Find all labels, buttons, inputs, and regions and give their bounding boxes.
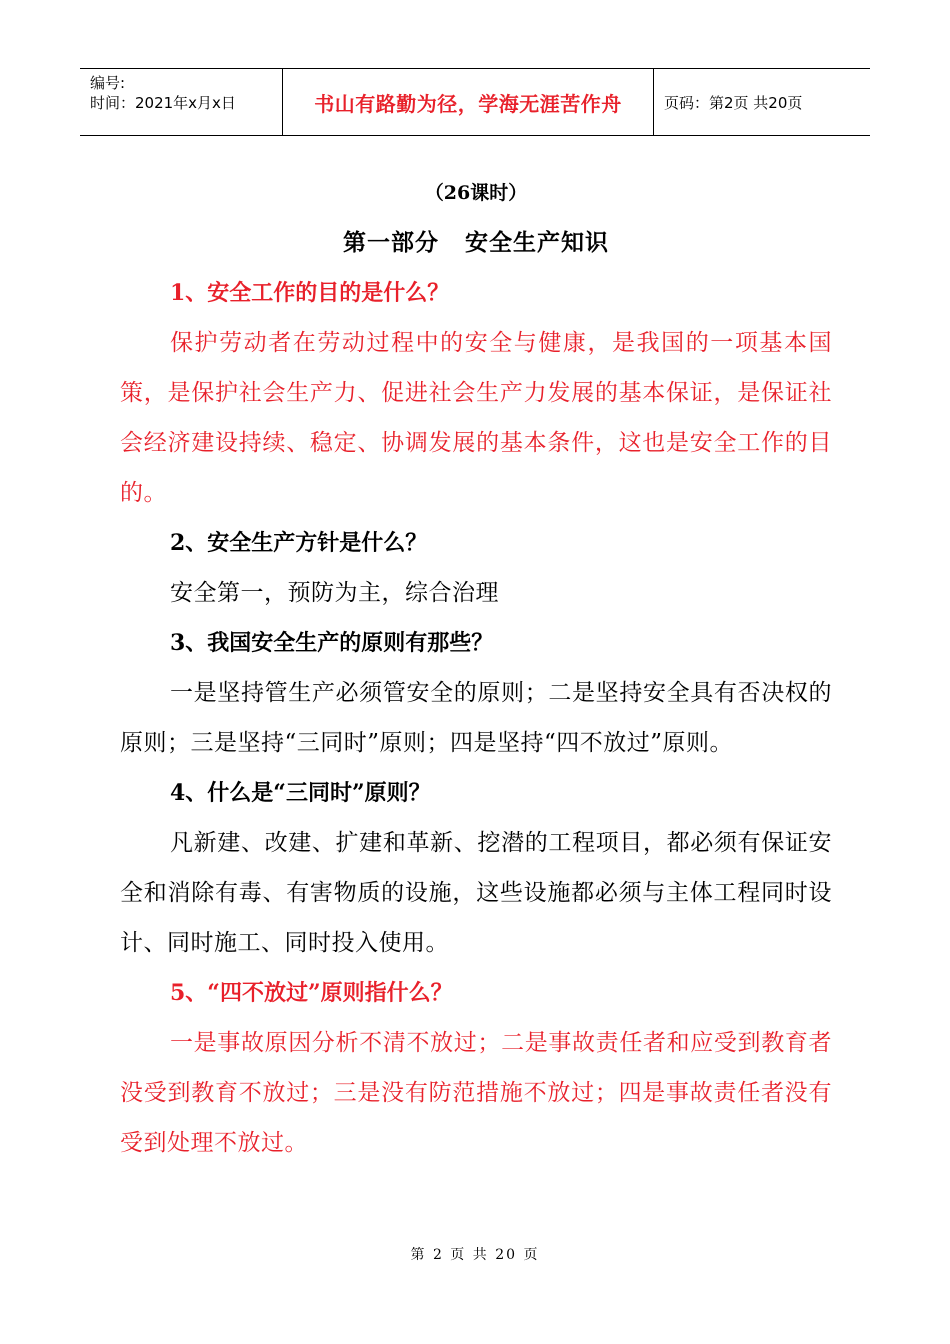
header-time-label: 时间：2021年x月x日: [90, 94, 236, 112]
answer-2: 安全第一，预防为主，综合治理: [170, 580, 499, 606]
page-footer: 第 2 页 共 20 页: [410, 1247, 540, 1263]
answer-1: 保护劳动者在劳动过程中的安全与健康，是我国的一项基本国策，是保护社会生产力、促进社会生产力发展的基本保证，是保证社会经济建设持续、稳定、协调发展的基本条件，这也是安全工作的目的。: [120, 330, 832, 506]
header-meta: [80, 69, 282, 135]
answer-5: 一是事故原因分析不清不放过；二是事故责任者和应受到教育者没受到教育不放过；三是没有防范措施不放过；四是事故责任者没有受到处理不放过。: [120, 1030, 832, 1156]
answer-3: 一是坚持管生产必须管安全的原则；二是坚持安全具有否决权的原则；三是坚持“三同时”原则；四是坚持“四不放过”原则。: [120, 680, 832, 756]
document-body: [120, 168, 832, 1168]
question-3: 3、我国安全生产的原则有那些？: [170, 630, 494, 656]
question-2: 2、安全生产方针是什么？: [170, 530, 428, 556]
answer-4: 凡新建、改建、扩建和革新、挖潜的工程项目，都必须有保证安全和消除有毒、有害物质的设施，这些设施都必须与主体工程同时设计、同时施工、同时投入使用。: [120, 830, 832, 956]
document-subtitle: （26课时）: [424, 182, 528, 204]
part-title-name: 安全生产知识: [465, 229, 609, 256]
question-5: 5、“四不放过”原则指什么？: [170, 980, 453, 1006]
header-number-label: 编号:: [90, 74, 126, 92]
part-title: [120, 218, 832, 268]
question-4: 4、什么是“三同时”原则？: [170, 780, 431, 806]
part-title-number: 第一部分: [343, 229, 439, 256]
page-header: [80, 68, 870, 136]
header-motto: 书山有路勤为径，学海无涯苦作舟: [282, 69, 654, 135]
question-1: 1、安全工作的目的是什么？: [170, 280, 450, 306]
header-page-info: 页码：第2页 共20页: [664, 93, 803, 112]
